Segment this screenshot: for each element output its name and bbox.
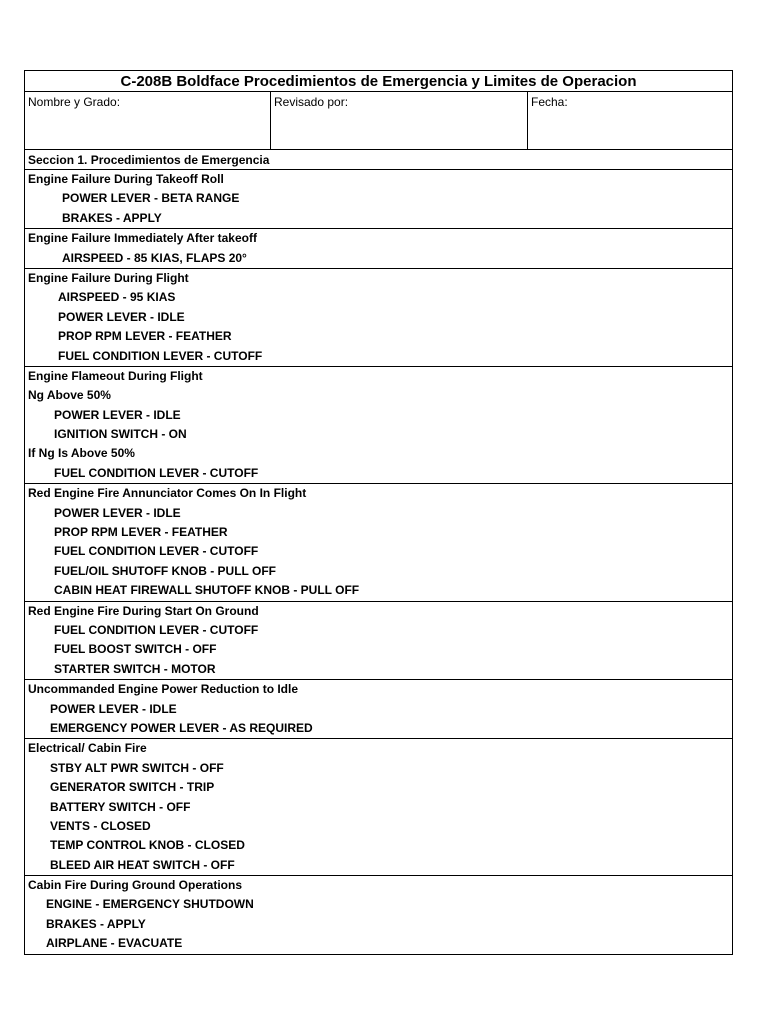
date-label: Fecha: xyxy=(531,95,568,109)
procedure-step: POWER LEVER - BETA RANGE xyxy=(62,191,240,206)
procedure-group xyxy=(25,739,732,876)
procedure-step: FUEL CONDITION LEVER - CUTOFF xyxy=(58,348,263,363)
procedure-group xyxy=(25,229,732,269)
procedures-sheet xyxy=(24,70,733,955)
procedure-step: POWER LEVER - IDLE xyxy=(54,407,181,422)
procedure-step: BRAKES - APPLY xyxy=(62,210,162,225)
page-title: C-208B Boldface Procedimientos de Emergencia y Limites de Operacion xyxy=(25,71,732,92)
procedure-heading: Engine Failure During Flight xyxy=(28,270,189,285)
procedure-step: POWER LEVER - IDLE xyxy=(50,701,177,716)
procedure-step: ENGINE - EMERGENCY SHUTDOWN xyxy=(46,897,254,912)
procedure-group xyxy=(25,367,732,484)
procedure-step: BLEED AIR HEAT SWITCH - OFF xyxy=(50,857,235,872)
procedure-heading: Uncommanded Engine Power Reduction to Idle xyxy=(28,682,299,697)
procedure-step: CABIN HEAT FIREWALL SHUTOFF KNOB - PULL OFF xyxy=(54,583,360,598)
procedure-step: BATTERY SWITCH - OFF xyxy=(50,799,191,814)
procedure-heading: Red Engine Fire During Start On Ground xyxy=(28,603,259,618)
procedure-step: TEMP CONTROL KNOB - CLOSED xyxy=(50,838,245,853)
procedure-step: POWER LEVER - IDLE xyxy=(58,309,185,324)
reviewed-field-cell[interactable] xyxy=(271,92,528,149)
procedure-heading: Electrical/ Cabin Fire xyxy=(28,741,147,756)
procedure-step: BRAKES - APPLY xyxy=(46,916,146,931)
reviewed-label: Revisado por: xyxy=(274,95,349,109)
procedure-heading: Red Engine Fire Annunciator Comes On In Flight xyxy=(28,486,307,501)
procedure-step: POWER LEVER - IDLE xyxy=(54,505,181,520)
procedure-group xyxy=(25,484,732,601)
procedure-step: STBY ALT PWR SWITCH - OFF xyxy=(50,760,224,775)
procedure-group xyxy=(25,170,732,229)
header-row xyxy=(25,92,732,150)
procedure-group xyxy=(25,876,732,954)
name-label: Nombre y Grado: xyxy=(28,95,121,109)
procedure-step: FUEL CONDITION LEVER - CUTOFF xyxy=(54,622,259,637)
procedure-step: VENTS - CLOSED xyxy=(50,818,151,833)
procedure-step: GENERATOR SWITCH - TRIP xyxy=(50,780,215,795)
procedure-step: FUEL/OIL SHUTOFF KNOB - PULL OFF xyxy=(54,563,276,578)
section-title: Seccion 1. Procedimientos de Emergencia xyxy=(25,150,732,170)
procedure-step: EMERGENCY POWER LEVER - AS REQUIRED xyxy=(50,720,313,735)
procedure-step: IGNITION SWITCH - ON xyxy=(54,427,187,442)
procedure-step: STARTER SWITCH - MOTOR xyxy=(54,661,216,676)
procedure-step: AIRSPEED - 95 KIAS xyxy=(58,290,176,305)
procedure-step: PROP RPM LEVER - FEATHER xyxy=(58,329,232,344)
procedure-step: FUEL CONDITION LEVER - CUTOFF xyxy=(54,465,259,480)
procedure-step: FUEL CONDITION LEVER - CUTOFF xyxy=(54,544,259,559)
procedure-heading: Cabin Fire During Ground Operations xyxy=(28,878,243,893)
procedure-heading: Engine Failure Immediately After takeoff xyxy=(28,231,257,246)
procedure-step: FUEL BOOST SWITCH - OFF xyxy=(54,642,217,657)
procedure-subheading: Ng Above 50% xyxy=(28,388,111,403)
procedure-step: PROP RPM LEVER - FEATHER xyxy=(54,525,228,540)
procedure-groups xyxy=(25,170,732,954)
procedure-step: AIRSPEED - 85 KIAS, FLAPS 20° xyxy=(62,250,247,265)
procedure-subheading: If Ng Is Above 50% xyxy=(28,446,135,461)
procedure-group xyxy=(25,269,732,367)
name-field-cell[interactable] xyxy=(25,92,271,149)
procedure-heading: Engine Failure During Takeoff Roll xyxy=(28,172,224,186)
procedure-step: AIRPLANE - EVACUATE xyxy=(46,936,183,951)
procedure-group xyxy=(25,680,732,739)
date-field-cell[interactable] xyxy=(528,92,732,149)
procedure-heading: Engine Flameout During Flight xyxy=(28,368,203,383)
procedure-group xyxy=(25,602,732,681)
